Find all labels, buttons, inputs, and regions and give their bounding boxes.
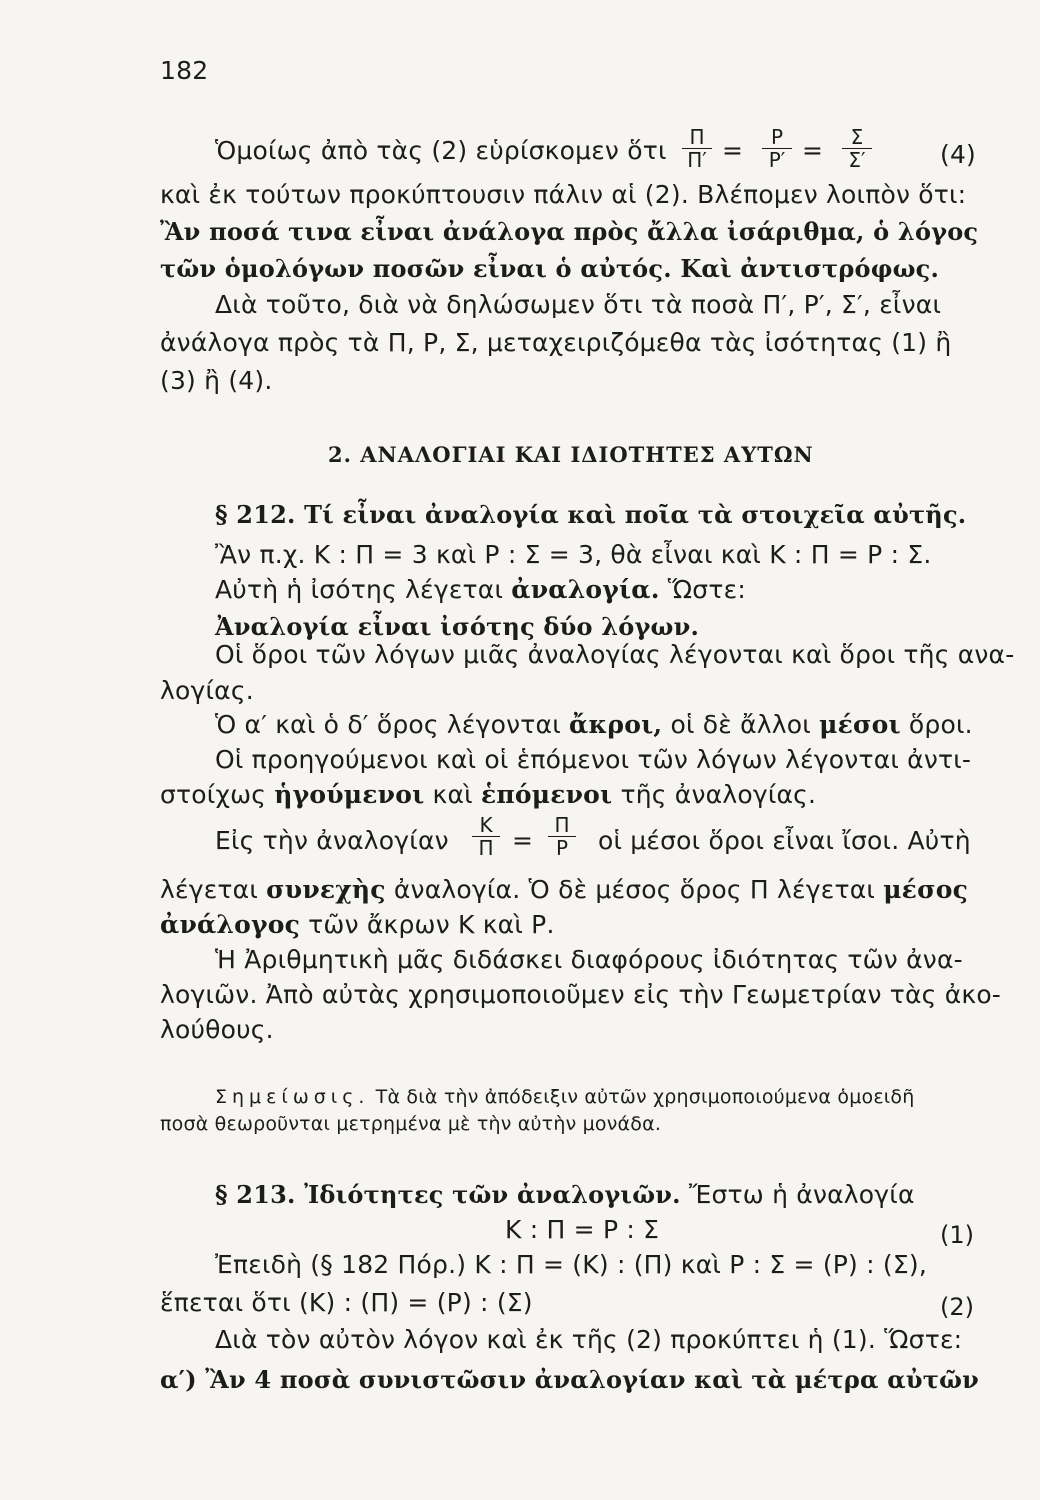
equation-number: (4) — [940, 140, 977, 169]
para2-line1: Διὰ τοῦτο, διὰ νὰ δηλώσωμεν ὅτι τὰ ποσὰ Π′, Ρ′, Σ′, εἶναι — [215, 290, 942, 319]
term-mesos: μέσος — [883, 875, 969, 904]
definition: Ἀναλογία εἶναι ἰσότης δύο λόγων. — [215, 612, 699, 641]
s212-line2 — [215, 575, 746, 605]
equals-sign: = — [512, 826, 534, 855]
text: ὅροι. — [900, 710, 973, 739]
terms-line2: λογίας. — [160, 676, 254, 705]
fraction-denominator: Π′ — [687, 148, 707, 172]
text: στοίχως — [160, 780, 275, 809]
text: τῆς ἀναλογίας. — [612, 780, 817, 809]
continuous-line-a: Εἰς τὴν ἀναλογίαν — [215, 826, 449, 855]
note-line2: ποσὰ θεωροῦνται μετρημένα μὲ τὴν αὐτὴν μονάδα. — [160, 1113, 662, 1135]
text: Ἔστω ἡ ἀναλογία — [680, 1180, 915, 1209]
para1-line2: καὶ ἐκ τούτων προκύπτουσιν πάλιν αἱ (2). Βλέπομεν λοιπὸν ὅτι: — [160, 180, 967, 209]
rule-statement-line1: Ἂν ποσά τινα εἶναι ἀνάλογα πρὸς ἄλλα ἰσάριθμα, ὁ λόγος — [160, 217, 979, 246]
para2-line3: (3) ἢ (4). — [160, 366, 273, 395]
fraction-numerator: Κ — [472, 814, 500, 837]
fraction-p — [682, 126, 712, 171]
text: Ὥστε: — [659, 575, 746, 604]
fraction-k-p — [472, 814, 500, 859]
equation-number: (1) — [940, 1221, 974, 1249]
fraction-denominator: Π — [478, 836, 494, 860]
fraction-numerator: Σ — [842, 126, 872, 149]
text: λέγεται — [160, 875, 267, 904]
term-akroi: ἄκροι, — [569, 710, 663, 739]
fraction-s — [842, 126, 872, 171]
text: οἱ δὲ ἄλλοι — [662, 710, 820, 739]
fraction-r — [762, 126, 792, 171]
text: Τὰ διὰ τὴν ἀπόδειξιν αὐτῶν χρησιμοποιούμενα ὁμοειδῆ — [369, 1086, 915, 1108]
section-heading: 2. ΑΝΑΛΟΓΙΑΙ ΚΑΙ ΙΔΙΟΤΗΤΕΣ ΑΥΤΩΝ — [328, 442, 814, 467]
arith-line1: Ἡ Ἀριθμητικὴ μᾶς διδάσκει διαφόρους ἰδιότητας τῶν ἀνα- — [215, 945, 963, 974]
para2-line2: ἀνάλογα πρὸς τὰ Π, Ρ, Σ, μεταχειριζόμεθα τὰς ἰσότητας (1) ἢ — [160, 328, 952, 357]
s213-heading — [215, 1180, 915, 1210]
proportion-equation: Κ : Π = Ρ : Σ — [505, 1215, 660, 1244]
fraction-numerator: Ρ — [762, 126, 792, 149]
note-label: Σημείωσις. — [215, 1086, 370, 1108]
fraction-denominator: Σ′ — [848, 148, 866, 172]
term-epomenoi: ἑπόμενοι — [480, 780, 613, 809]
s213-line4: Διὰ τὸν αὐτὸν λόγον καὶ ἐκ τῆς (2) προκύπτει ἡ (1). Ὥστε: — [215, 1325, 963, 1354]
s213-line2: Ἐπειδὴ (§ 182 Πόρ.) Κ : Π = (Κ) : (Π) καὶ Ρ : Σ = (Ρ) : (Σ), — [215, 1250, 927, 1279]
continuous-line2 — [160, 875, 968, 905]
text: τῶν ἄκρων Κ καὶ Ρ. — [300, 910, 555, 939]
terms-line1: Οἱ ὅροι τῶν λόγων μιᾶς ἀναλογίας λέγονται καὶ ὅροι τῆς ανα- — [215, 640, 1015, 669]
para1-line1: Ὁμοίως ἀπὸ τὰς (2) εὑρίσκομεν ὅτι — [215, 136, 667, 165]
term-igoumenoi: ἡγούμενοι — [274, 780, 425, 809]
term-synechis: συνεχὴς — [266, 875, 386, 904]
fraction-numerator: Π — [682, 126, 712, 149]
extremes-line — [215, 710, 973, 740]
prev-line2 — [160, 780, 816, 810]
note-line1 — [215, 1085, 915, 1109]
fraction-numerator: Π — [548, 814, 576, 837]
term-mesoi: μέσοι — [819, 710, 901, 739]
equation-number: (2) — [940, 1293, 974, 1321]
equals-sign: = — [802, 136, 824, 165]
text: Αὐτὴ ἡ ἰσότης λέγεται — [215, 575, 512, 604]
s213-line5: α′) Ἂν 4 ποσὰ συνιστῶσιν ἀναλογίαν καὶ τὰ μέτρα αὐτῶν — [160, 1365, 979, 1394]
arith-line3: λούθους. — [160, 1015, 274, 1044]
text: ἀναλογία. Ὁ δὲ μέσος ὅρος Π λέγεται — [385, 875, 884, 904]
fraction-p-r — [548, 814, 576, 859]
arith-line2: λογιῶν. Ἀπὸ αὐτὰς χρησιμοποιοῦμεν εἰς τὴν Γεωμετρίαν τὰς ἀκο- — [160, 980, 1002, 1009]
fraction-denominator: Ρ — [555, 836, 569, 860]
rule-statement-line2: τῶν ὁμολόγων ποσῶν εἶναι ὁ αὐτός. Καὶ ἀντιστρόφως. — [160, 254, 940, 283]
term-analogia: ἀναλογία. — [511, 575, 660, 604]
s212-heading: § 212. Τί εἶναι ἀναλογία καὶ ποῖα τὰ στοιχεῖα αὐτῆς. — [215, 500, 967, 529]
fraction-denominator: Ρ′ — [768, 148, 786, 172]
equals-sign: = — [722, 136, 744, 165]
continuous-line3 — [160, 910, 555, 940]
s212-example: Ἂν π.χ. Κ : Π = 3 καὶ Ρ : Σ = 3, θὰ εἶναι καὶ Κ : Π = Ρ : Σ. — [215, 540, 932, 569]
continuous-line-b: οἱ μέσοι ὅροι εἶναι ἴσοι. Αὐτὴ — [598, 826, 971, 855]
prev-line1: Οἱ προηγούμενοι καὶ οἱ ἑπόμενοι τῶν λόγων λέγονται ἀντι- — [215, 745, 972, 774]
s213-line3: ἕπεται ὅτι (Κ) : (Π) = (Ρ) : (Σ) — [160, 1288, 533, 1317]
page-number: 182 — [160, 56, 209, 85]
text: καὶ — [424, 780, 481, 809]
s213-heading-bold: § 213. Ἰδιότητες τῶν ἀναλογιῶν. — [215, 1180, 681, 1209]
term-analogos: ἀνάλογος — [160, 910, 301, 939]
text: Ὁ α′ καὶ ὁ δ′ ὅρος λέγονται — [215, 710, 570, 739]
